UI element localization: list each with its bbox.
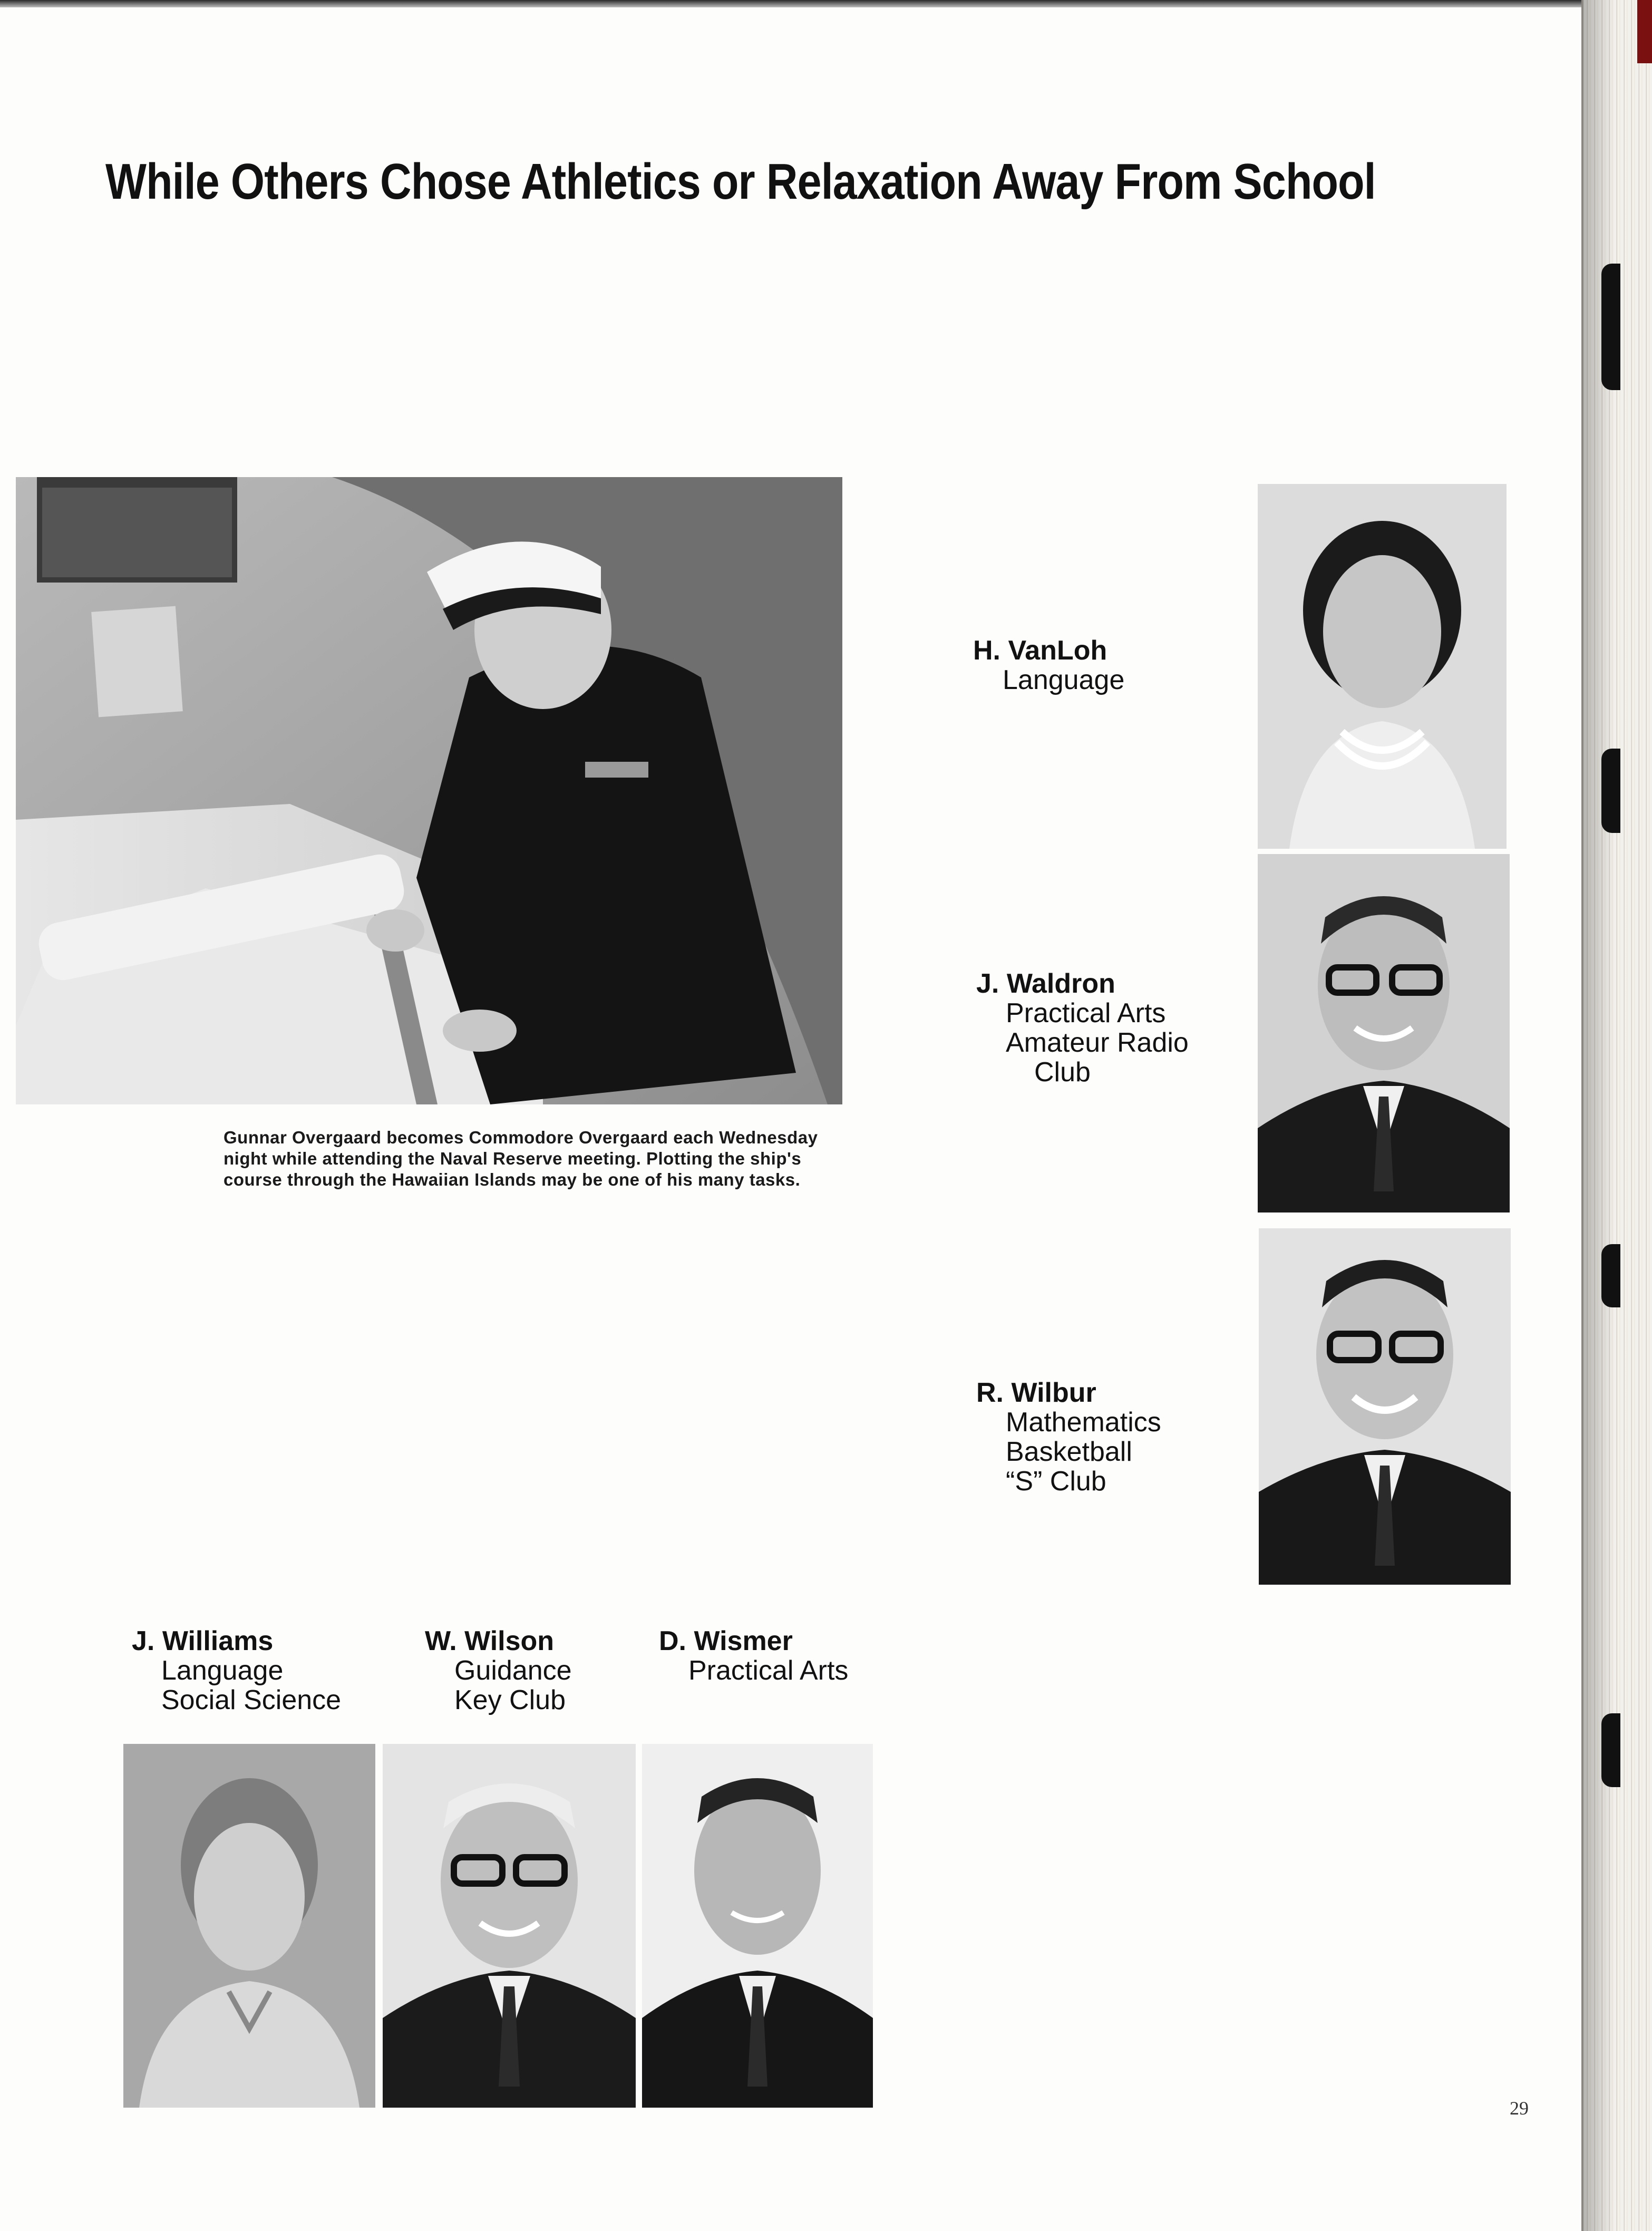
page-number: 29 [1510, 2098, 1529, 2119]
edge-tab [1601, 1244, 1620, 1307]
faculty-name: D. Wismer [659, 1626, 793, 1656]
faculty-entry-wilson [425, 1626, 572, 1715]
faculty-role: Guidance [454, 1655, 572, 1686]
faculty-entry-williams [132, 1626, 341, 1715]
portrait-illustration [642, 1744, 873, 2108]
faculty-role: Club [1034, 1057, 1091, 1088]
scan-top-edge [0, 0, 1652, 7]
edge-tab [1601, 749, 1620, 833]
faculty-entry-wilbur [976, 1378, 1161, 1496]
faculty-role: Basketball [1006, 1437, 1132, 1467]
portrait-illustration [1258, 484, 1507, 849]
faculty-entry-vanloh [973, 636, 1124, 695]
faculty-role: Social Science [161, 1685, 342, 1715]
photo-caption: Gunnar Overgaard becomes Commodore Overgaard each Wednesday night while attending the Naval Reserve meeting. Plotting the ship's course through the Hawaiian Islands may be one of his many tasks. [223, 1128, 818, 1189]
portrait-wismer [642, 1744, 873, 2108]
portrait-williams [123, 1744, 375, 2108]
faculty-role: Amateur Radio [1006, 1027, 1189, 1058]
book-page-edges [1581, 0, 1652, 2231]
naval-officer-illustration [16, 477, 842, 1104]
faculty-name: J. Williams [132, 1626, 274, 1656]
portrait-illustration [1258, 854, 1510, 1212]
faculty-role: “S” Club [1006, 1466, 1106, 1497]
portrait-illustration [1259, 1228, 1511, 1585]
faculty-role: Language [161, 1655, 284, 1686]
portrait-illustration [123, 1744, 375, 2108]
edge-tab [1601, 264, 1620, 390]
naval-officer-photo [16, 477, 842, 1104]
faculty-name: R. Wilbur [976, 1378, 1096, 1408]
faculty-name: H. VanLoh [973, 635, 1107, 666]
portrait-illustration [383, 1744, 636, 2108]
faculty-role: Practical Arts [1006, 998, 1166, 1029]
faculty-name: W. Wilson [425, 1626, 555, 1656]
faculty-entry-wismer [659, 1626, 848, 1685]
portrait-wilson [383, 1744, 636, 2108]
edge-tab [1601, 1713, 1620, 1787]
portrait-vanloh [1258, 484, 1507, 849]
edge-red-mark [1637, 0, 1652, 63]
faculty-role: Mathematics [1006, 1407, 1161, 1438]
faculty-entry-waldron [976, 969, 1189, 1087]
faculty-role: Language [1003, 665, 1125, 695]
faculty-name: J. Waldron [976, 968, 1115, 999]
portrait-wilbur [1259, 1228, 1511, 1585]
portrait-waldron [1258, 854, 1510, 1212]
faculty-role: Practical Arts [688, 1655, 849, 1686]
faculty-role: Key Club [454, 1685, 566, 1715]
page-headline: While Others Chose Athletics or Relaxation Away From School [105, 153, 1376, 210]
